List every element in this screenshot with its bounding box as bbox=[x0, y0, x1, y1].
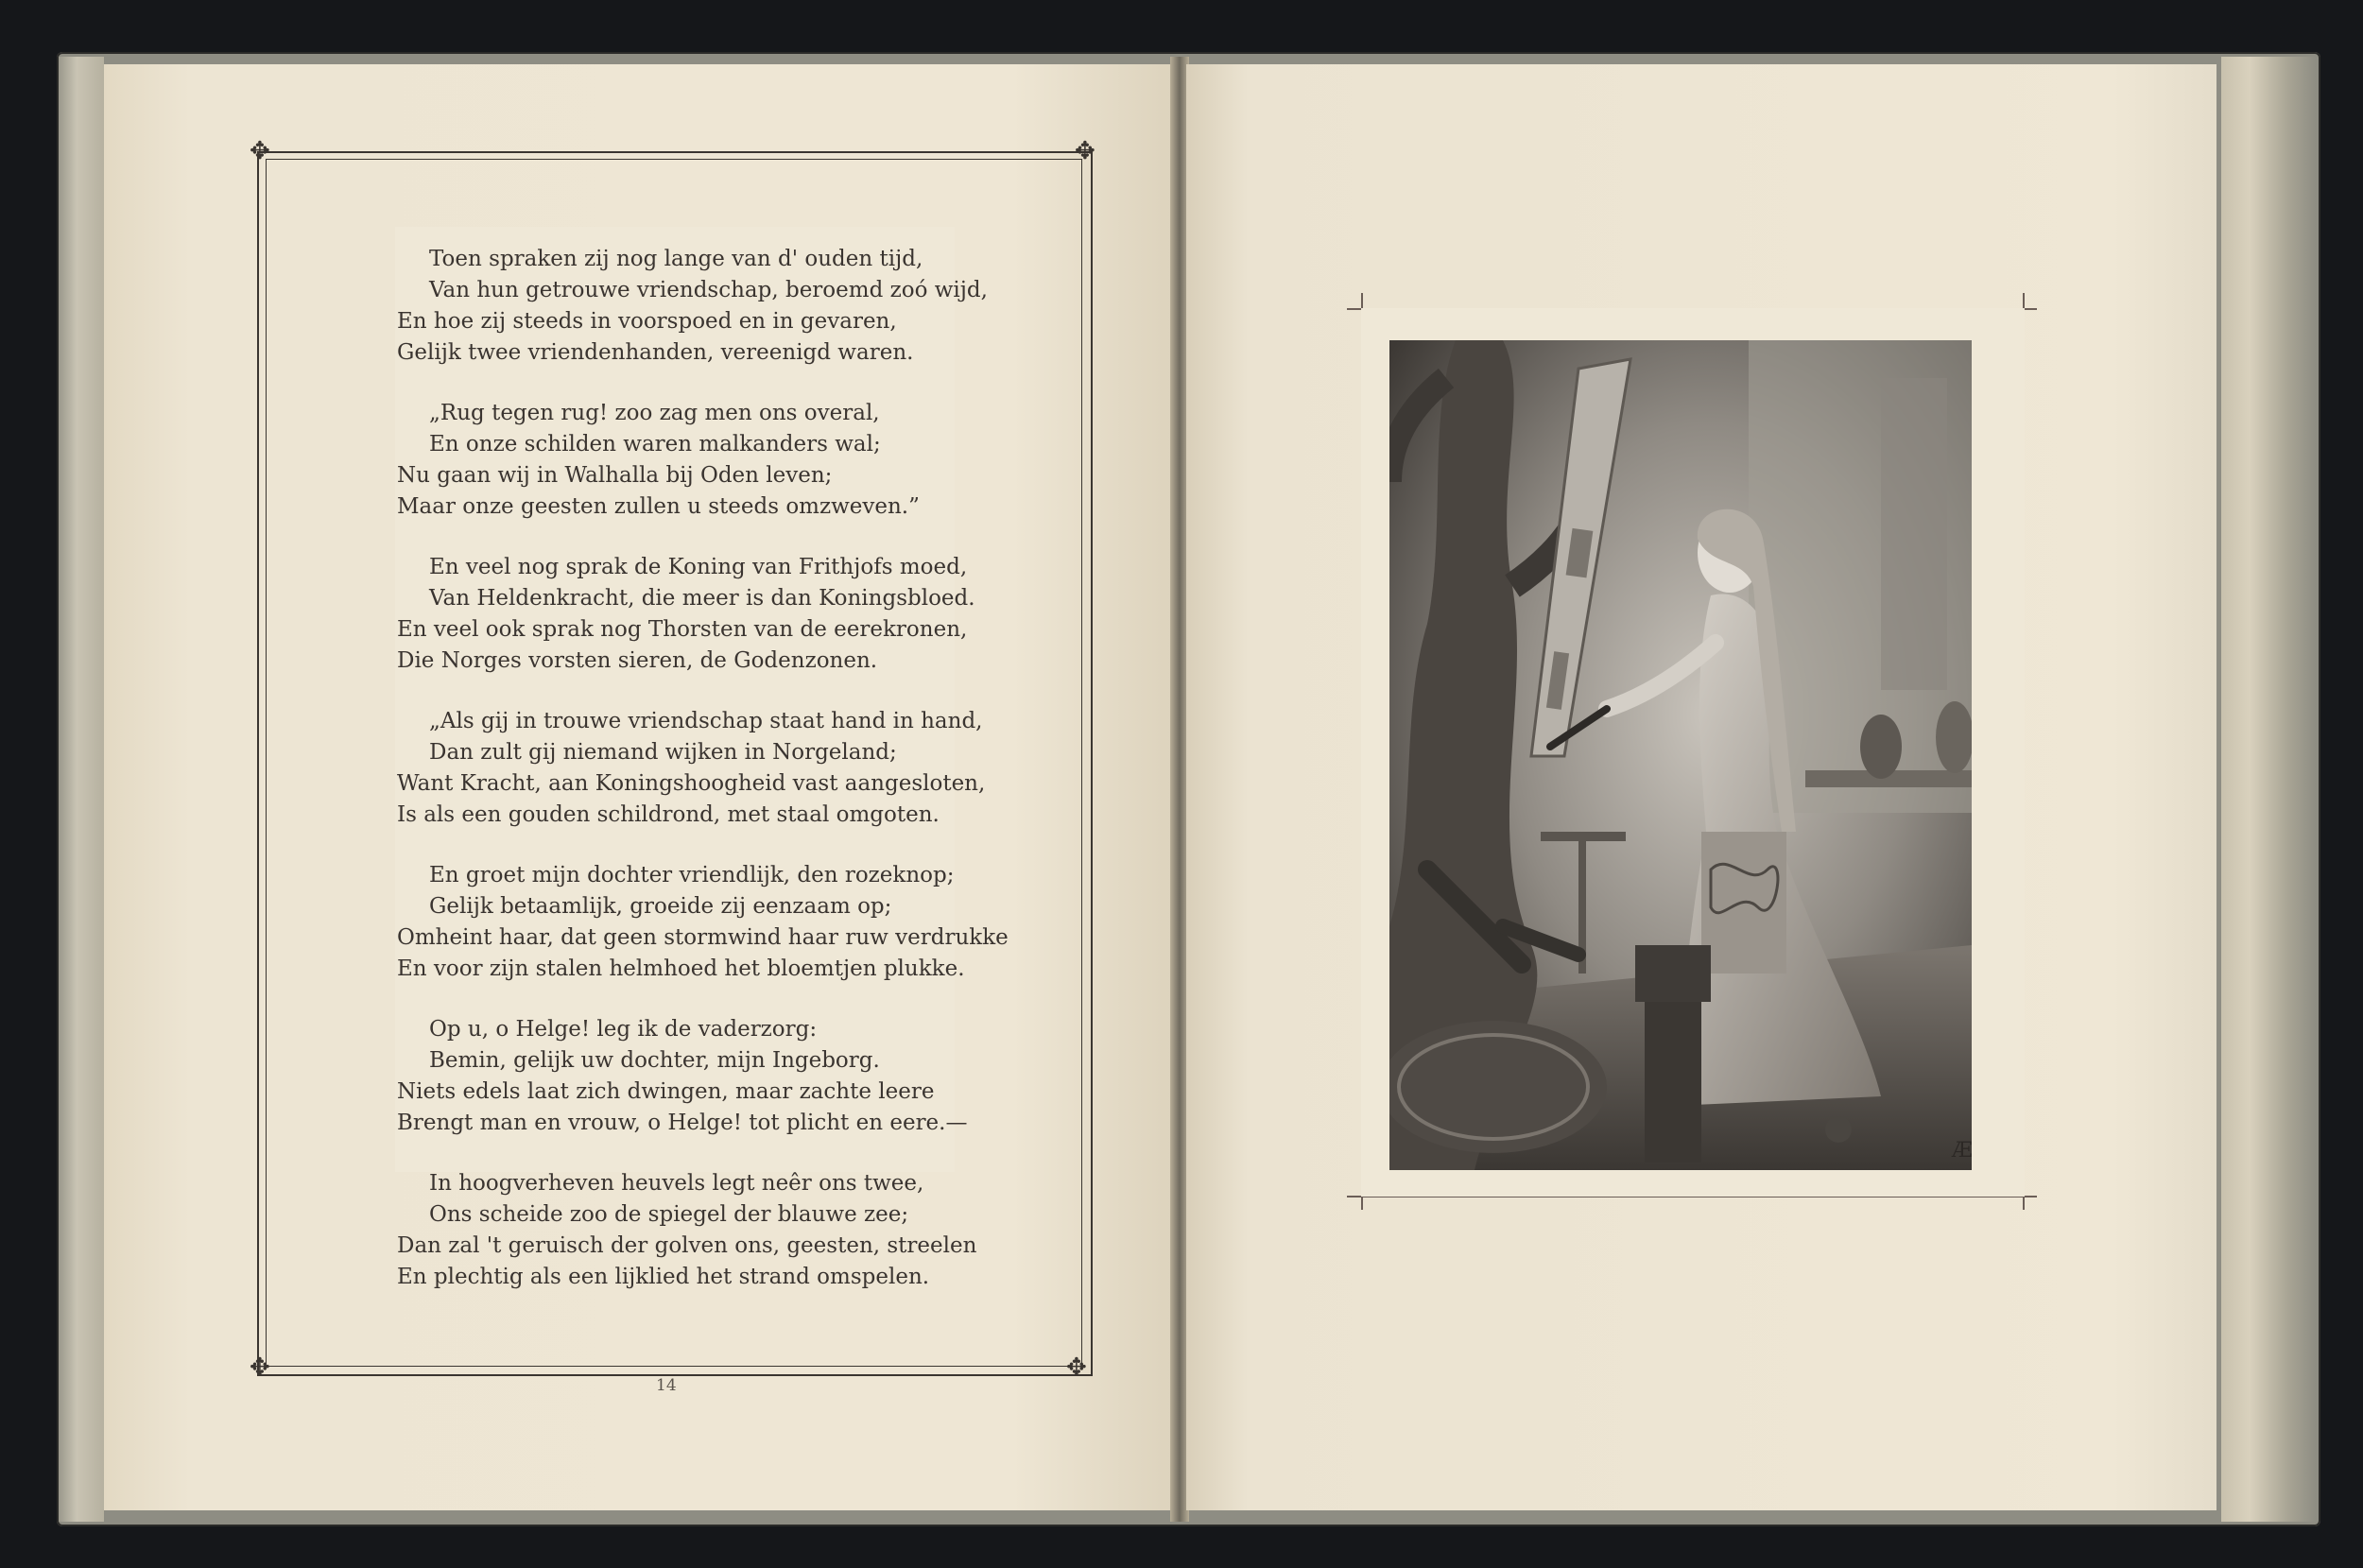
poem-line: Bemin, gelijk uw dochter, mijn Ingeborg. bbox=[429, 1048, 880, 1073]
poem-line: Op u, o Helge! leg ik de vaderzorg: bbox=[429, 1017, 818, 1042]
poem-line: Maar onze geesten zullen u steeds omzweven.” bbox=[397, 494, 920, 519]
poem-line: En voor zijn stalen helmhoed het bloemtjen plukke. bbox=[397, 956, 965, 981]
poem-line: En plechtig als een lijklied het strand omspelen. bbox=[397, 1265, 930, 1289]
poem-line: En veel nog sprak de Koning van Frithjofs moed, bbox=[429, 555, 968, 579]
illustration-engraving bbox=[1389, 340, 1972, 1170]
stanza bbox=[397, 1168, 1002, 1293]
corner-ornament-icon: ✥ bbox=[250, 137, 270, 165]
poem-line: Gelijk twee vriendenhanden, vereenigd waren. bbox=[397, 340, 914, 365]
engraving-picture bbox=[1389, 340, 1972, 1170]
poem-line: En onze schilden waren malkanders wal; bbox=[429, 432, 881, 457]
poem-line: Want Kracht, aan Koningshoogheid vast aangesloten, bbox=[397, 771, 986, 796]
stanza bbox=[397, 244, 1002, 369]
page-edges-left bbox=[59, 57, 104, 1522]
corner-ornament-icon: ✥ bbox=[1075, 137, 1095, 165]
poem-line: „Als gij in trouwe vriendschap staat hand in hand, bbox=[429, 709, 983, 733]
poem-line: Dan zal 't geruisch der golven ons, geesten, streelen bbox=[397, 1233, 977, 1258]
poem-line: Van hun getrouwe vriendschap, beroemd zoó wijd, bbox=[429, 278, 988, 302]
artist-monogram: Æ bbox=[1952, 1139, 1974, 1163]
stanza bbox=[397, 1014, 1002, 1139]
poem-line: Omheint haar, dat geen stormwind haar ruw verdrukke bbox=[397, 925, 1009, 950]
poem-line: En groet mijn dochter vriendlijk, den rozeknop; bbox=[429, 863, 955, 887]
page-number: 14 bbox=[656, 1376, 677, 1395]
poem-line: Brengt man en vrouw, o Helge! tot plicht en eere.— bbox=[397, 1111, 968, 1135]
poem-line: Dan zult gij niemand wijken in Norgeland; bbox=[429, 740, 897, 765]
poem-line: Van Heldenkracht, die meer is dan Koningsbloed. bbox=[429, 586, 975, 611]
poem-line: Nu gaan wij in Walhalla bij Oden leven; bbox=[397, 463, 833, 488]
poem-line: En hoe zij steeds in voorspoed en in gevaren, bbox=[397, 309, 897, 334]
corner-ornament-icon: ✥ bbox=[1066, 1353, 1087, 1382]
poem-line: In hoogverheven heuvels legt neêr ons twee, bbox=[429, 1171, 924, 1196]
poem-line: Gelijk betaamlijk, groeide zij eenzaam op; bbox=[429, 894, 892, 919]
poem-line: Niets edels laat zich dwingen, maar zachte leere bbox=[397, 1079, 935, 1104]
poem-line: Ons scheide zoo de spiegel der blauwe zee; bbox=[429, 1202, 909, 1227]
stanza bbox=[397, 706, 1002, 831]
stanza bbox=[397, 398, 1002, 523]
poem-line: Die Norges vorsten sieren, de Godenzonen. bbox=[397, 648, 878, 673]
corner-ornament-icon: ✥ bbox=[250, 1353, 270, 1382]
stanza bbox=[397, 860, 1009, 985]
poem-line: Toen spraken zij nog lange van d' ouden tijd, bbox=[429, 247, 923, 271]
page-edges-right bbox=[2221, 57, 2316, 1522]
poem-line: „Rug tegen rug! zoo zag men ons overal, bbox=[429, 401, 880, 425]
stanza bbox=[397, 552, 1002, 677]
poem-line: En veel ook sprak nog Thorsten van de eerekronen, bbox=[397, 617, 968, 642]
poem-text bbox=[397, 244, 1009, 1322]
poem-line: Is als een gouden schildrond, met staal omgoten. bbox=[397, 802, 940, 827]
